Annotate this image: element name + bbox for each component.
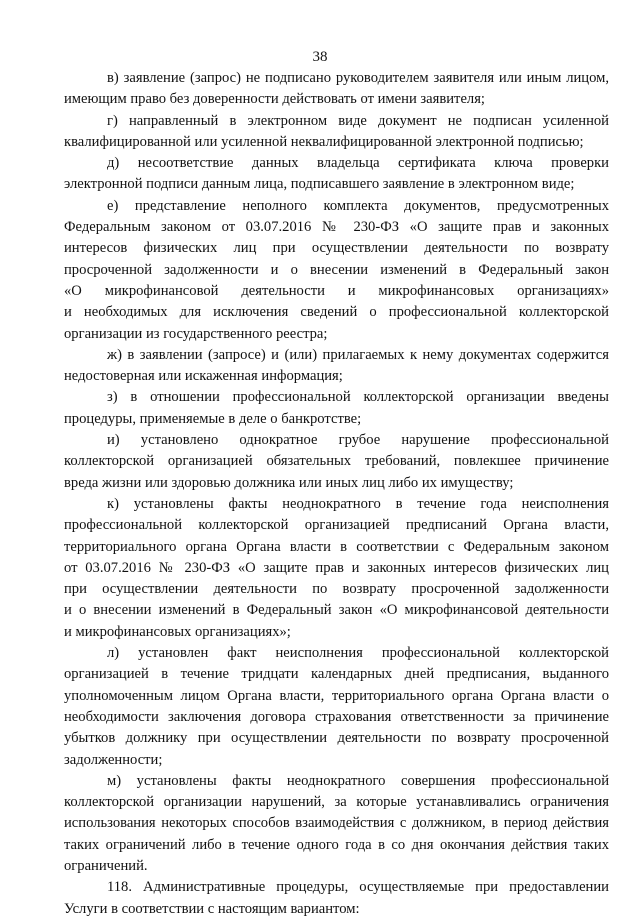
paragraph-line: необходимости заключения договора страхования ответственности за причинение <box>64 708 609 725</box>
paragraph <box>64 345 609 388</box>
paragraph-line: 118. Административные процедуры, осуществляемые при предоставлении <box>107 879 609 896</box>
paragraph <box>64 494 609 643</box>
paragraph <box>64 111 609 154</box>
paragraph-line: уполномоченным лицом Органа власти, территориального органа Органа власти о <box>64 687 609 704</box>
paragraph-line: в) заявление (запрос) не подписано руководителем заявителя или иным лицом, <box>107 70 609 86</box>
paragraph-line: от 03.07.2016 № 230-ФЗ «О защите прав и законных интересов физических лиц <box>64 559 609 576</box>
paragraph-line: территориального органа Органа власти в соответствии с Федеральным законом <box>64 538 609 555</box>
paragraph <box>64 387 609 430</box>
paragraph-line: при осуществлении деятельности по возврату просроченной задолженности <box>64 581 609 598</box>
paragraph-line: организации из государственного реестра; <box>64 325 328 342</box>
page-number: 38 <box>312 49 328 65</box>
paragraph <box>64 430 609 494</box>
paragraph-line: интересов физических лиц при осуществлении деятельности по возврату <box>64 240 609 257</box>
paragraph-line: д) несоответствие данных владельца сертификата ключа проверки <box>107 155 609 172</box>
paragraph <box>64 153 609 196</box>
paragraph-line: Услуги в соответствии с настоящим вариантом: <box>64 900 360 917</box>
paragraph-line: коллекторской организации нарушений, за которые устанавливались ограничения <box>64 794 609 811</box>
paragraph <box>64 877 609 920</box>
paragraph-line: л) установлен факт неисполнения профессиональной коллекторской <box>107 645 609 662</box>
paragraph-line: задолженности; <box>64 751 163 768</box>
paragraph-line: и микрофинансовых организациях»; <box>64 623 291 640</box>
paragraph-line: и необходимых для исключения сведений о профессиональной коллекторской <box>64 304 609 321</box>
paragraph-line: убытков должнику при осуществлении деятельности по возврату просроченной <box>64 730 609 747</box>
paragraph-line: имеющим право без доверенности действовать от имени заявителя; <box>64 91 485 108</box>
paragraph-line: и о внесении изменений в Федеральный закон «О микрофинансовой деятельности <box>64 602 609 619</box>
paragraph-line: г) направленный в электронном виде документ не подписан усиленной <box>107 112 609 129</box>
paragraph-line: ж) в заявлении (запросе) и (или) прилагаемых к нему документах содержится <box>107 346 609 363</box>
paragraph-line: Федеральным законом от 03.07.2016 № 230-ФЗ «О защите прав и законных <box>64 219 609 236</box>
paragraph-line: вреда жизни или здоровью должника или иных лиц либо их имуществу; <box>64 474 514 491</box>
paragraph-line: м) установлены факты неоднократного совершения профессиональной <box>107 772 609 789</box>
paragraph-line: к) установлены факты неоднократного в течение года неисполнения <box>107 495 609 512</box>
paragraph-line: просроченной задолженности и о внесении изменений в Федеральный закон <box>64 261 609 278</box>
paragraph <box>64 68 609 111</box>
paragraph-line: «О микрофинансовой деятельности и микрофинансовых организациях» <box>64 282 609 299</box>
paragraph-line: организацией в течение тридцати календарных дней предписания, выданного <box>64 666 609 683</box>
document-body <box>64 68 609 920</box>
paragraph-line: таких ограничений либо в течение одного года в со дня окончания действия таких <box>64 836 609 853</box>
paragraph-line: профессиональной коллекторской организацией предписаний Органа власти, <box>64 517 609 534</box>
paragraph-line: использования некоторых способов взаимодействия с должником, в период действия <box>64 815 609 832</box>
paragraph-line: процедуры, применяемые в деле о банкротстве; <box>64 410 362 427</box>
paragraph-line: электронной подписи данным лица, подписавшего заявление в электронном виде; <box>64 176 575 193</box>
paragraph <box>64 196 609 345</box>
paragraph-line: ограничений. <box>64 857 148 874</box>
paragraph <box>64 643 609 771</box>
paragraph <box>64 771 609 877</box>
paragraph-line: коллекторской организацией обязательных требований, повлекшее причинение <box>64 453 609 470</box>
paragraph-line: з) в отношении профессиональной коллекторской организации введены <box>107 389 609 406</box>
paragraph-line: и) установлено однократное грубое нарушение профессиональной <box>107 432 609 449</box>
paragraph-line: недостоверная или искаженная информация; <box>64 368 343 385</box>
paragraph-line: е) представление неполного комплекта документов, предусмотренных <box>107 197 609 214</box>
paragraph-line: квалифицированной или усиленной неквалифицированной электронной подписью; <box>64 133 584 150</box>
